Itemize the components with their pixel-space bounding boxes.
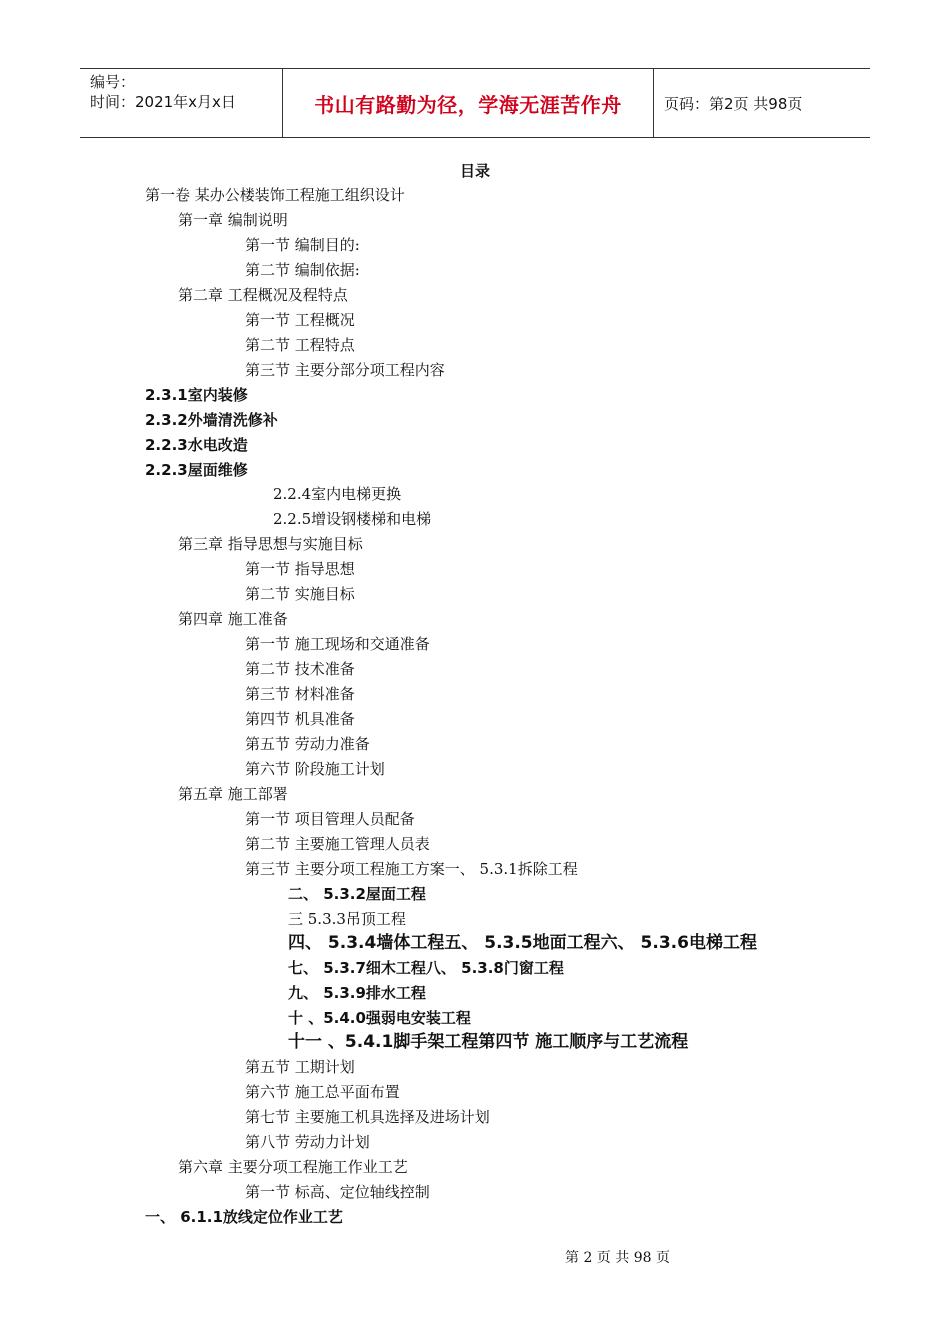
page-info: 页码：第2页 共98页 <box>664 94 803 113</box>
toc-line: 一、 6.1.1放线定位作业工艺 <box>145 1208 343 1226</box>
header-meta-cell <box>80 69 283 137</box>
page-footer: 第 2 页 共 98 页 <box>565 1250 670 1266</box>
toc-line: 九、 5.3.9排水工程 <box>288 984 426 1002</box>
time-label: 时间：2021年x月x日 <box>90 93 236 111</box>
number-label: 编号： <box>90 73 136 91</box>
toc-line: 2.2.5增设钢楼梯和电梯 <box>273 510 432 528</box>
toc-line: 四、 5.3.4墙体工程五、 5.3.5地面工程六、 5.3.6电梯工程 <box>288 933 757 953</box>
toc-line: 第六章 主要分项工程施工作业工艺 <box>178 1158 408 1176</box>
toc-line: 第四节 机具准备 <box>245 710 355 728</box>
toc-line: 第一节 施工现场和交通准备 <box>245 635 430 653</box>
toc-line: 第一节 工程概况 <box>245 311 355 329</box>
toc-line: 第三节 材料准备 <box>245 685 355 703</box>
toc-line: 第二节 技术准备 <box>245 660 355 678</box>
toc-line: 三 5.3.3吊顶工程 <box>288 910 406 928</box>
toc-line: 2.3.1室内装修 <box>145 386 248 404</box>
toc-line: 二、 5.3.2屋面工程 <box>288 885 426 903</box>
header-motto-cell <box>283 69 654 137</box>
toc-line: 第一章 编制说明 <box>178 211 288 229</box>
motto-text: 书山有路勤为径，学海无涯苦作舟 <box>314 92 622 117</box>
toc-line: 第六节 施工总平面布置 <box>245 1083 400 1101</box>
toc-line: 第二章 工程概况及程特点 <box>178 286 348 304</box>
toc-line: 2.2.4室内电梯更换 <box>273 485 402 503</box>
toc-line: 第一节 标高、定位轴线控制 <box>245 1183 430 1201</box>
toc-line: 第六节 阶段施工计划 <box>245 760 385 778</box>
toc-line: 第二节 工程特点 <box>245 336 355 354</box>
toc-line: 第一节 编制目的: <box>245 236 360 254</box>
toc-line: 十 、5.4.0强弱电安装工程 <box>288 1009 471 1027</box>
toc-line: 第一卷 某办公楼装饰工程施工组织设计 <box>145 186 405 204</box>
toc-line: 第二节 主要施工管理人员表 <box>245 835 430 853</box>
toc-line: 2.3.2外墙清洗修补 <box>145 411 278 429</box>
toc-line: 第四章 施工准备 <box>178 610 288 628</box>
toc-line: 第二节 实施目标 <box>245 585 355 603</box>
header-page-cell <box>654 69 870 137</box>
toc-line: 第二节 编制依据: <box>245 261 360 279</box>
toc-line: 第八节 劳动力计划 <box>245 1133 370 1151</box>
toc-line: 第三节 主要分部分项工程内容 <box>245 361 445 379</box>
toc-line: 第三节 主要分项工程施工方案一、 5.3.1拆除工程 <box>245 860 578 878</box>
toc-line: 第五节 劳动力准备 <box>245 735 370 753</box>
toc-line: 第三章 指导思想与实施目标 <box>178 535 363 553</box>
toc-line: 第一节 指导思想 <box>245 560 355 578</box>
toc-line: 第一节 项目管理人员配备 <box>245 810 415 828</box>
toc-line: 十一 、5.4.1脚手架工程第四节 施工顺序与工艺流程 <box>288 1032 689 1052</box>
toc-title: 目录 <box>459 162 490 180</box>
toc-line: 七、 5.3.7细木工程八、 5.3.8门窗工程 <box>288 959 564 977</box>
toc-line: 2.2.3水电改造 <box>145 436 248 454</box>
toc-line: 第五章 施工部署 <box>178 785 288 803</box>
header-table <box>80 68 870 138</box>
toc-line: 第五节 工期计划 <box>245 1058 355 1076</box>
toc-line: 2.2.3屋面维修 <box>145 461 248 479</box>
toc-line: 第七节 主要施工机具选择及进场计划 <box>245 1108 490 1126</box>
